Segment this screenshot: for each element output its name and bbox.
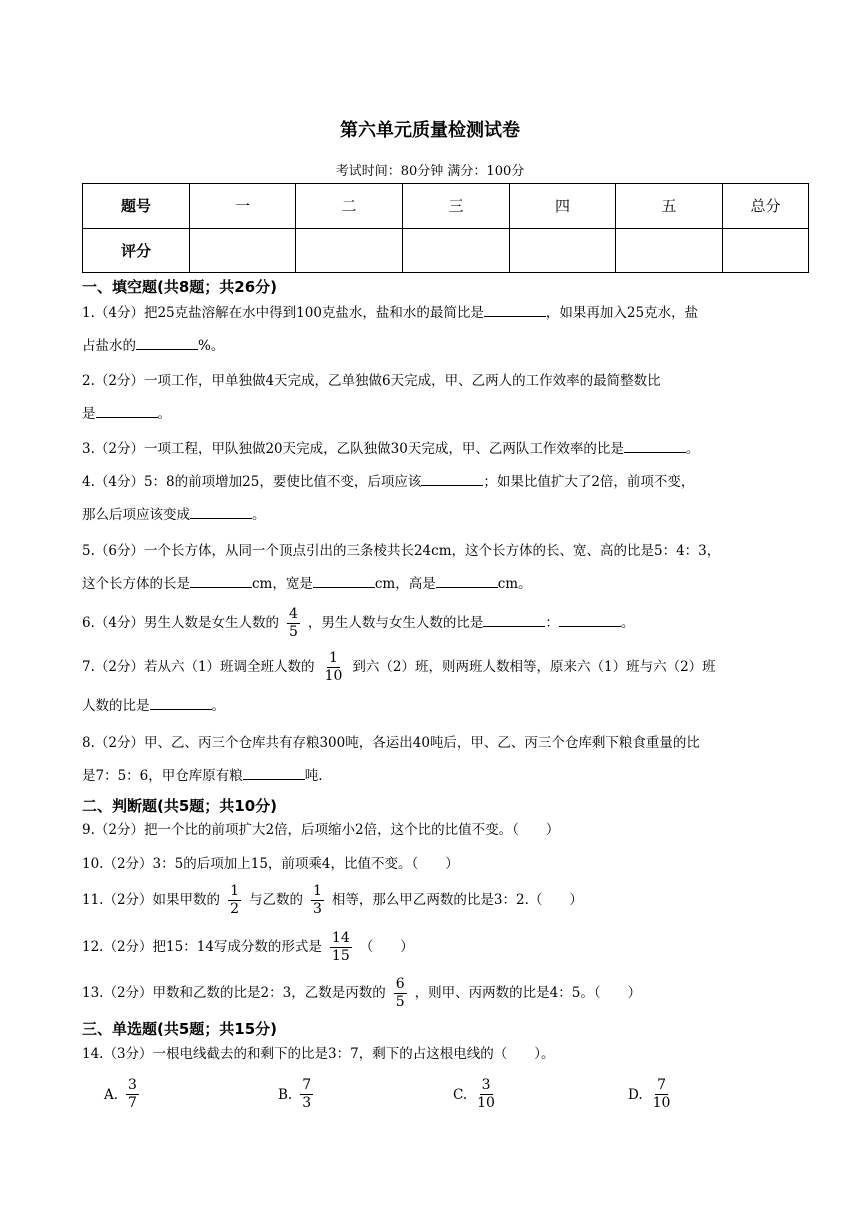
answer-blank[interactable] [436, 573, 498, 588]
answer-blank[interactable] [96, 403, 158, 418]
question-13: 13.（2分）甲数和乙数的比是2：3，乙数是丙数的 $\frac{6}{5}$ ，则甲、丙两数的比是4：5。（ ） [82, 976, 642, 1010]
answer-blank[interactable] [484, 302, 546, 317]
section-heading-choice: 三、单选题(共5题；共15分) [82, 1020, 278, 1038]
answer-blank[interactable] [190, 573, 252, 588]
score-input-cell[interactable] [190, 228, 296, 273]
answer-blank[interactable] [559, 612, 621, 627]
question-14: 14.（3分）一根电线截去的和剩下的比是3：7，剩下的占这根电线的（ ）。 [82, 1046, 555, 1062]
answer-blank[interactable] [421, 471, 483, 486]
question-1: 1.（4分）把25克盐溶解在水中得到100克盐水，盐和水的最简比是 ，如果再加入25克水，盐 占盐水的 %。 [82, 297, 814, 363]
score-table-score-row [83, 228, 809, 273]
fraction: $\frac{6}{5}$ [395, 976, 405, 1010]
option-b[interactable]: B. $\frac{7}{3}$ [278, 1077, 312, 1111]
fraction: $\frac{4}{5}$ [288, 606, 298, 640]
fraction: $\frac{1}{3}$ [312, 883, 322, 917]
fraction: $\frac{1}{10}$ [324, 650, 343, 684]
score-cell: 五 [616, 184, 723, 229]
fraction: $\frac{14}{15}$ [331, 930, 350, 964]
answer-blank[interactable] [313, 573, 375, 588]
question-7-cont: 人数的比是 。 [82, 690, 814, 723]
question-9: 9.（2分）把一个比的前项扩大2倍，后项缩小2倍，这个比的比值不变。（ ） [82, 822, 560, 838]
option-a[interactable]: A. $\frac{3}{7}$ [104, 1077, 137, 1111]
score-table [82, 183, 809, 273]
fraction: $\frac{1}{2}$ [230, 883, 239, 917]
question-10: 10.（2分）3：5的后项加上15，前项乘4，比值不变。（ ） [82, 856, 459, 872]
question-2: 2.（2分）一项工作，甲单独做4天完成，乙单独做6天完成，甲、乙两人的工作效率的最简整数比 是 。 [82, 373, 661, 422]
question-5: 5.（6分）一个长方体，从同一个顶点引出的三条棱共长24cm，这个长方体的长、宽、高的比是5：4：3， 这个长方体的长是 cm，宽是 cm，高是 cm。 [82, 543, 721, 592]
score-input-cell[interactable] [616, 228, 723, 273]
question-12: 12.（2分）把15：14写成分数的形式是 $\frac{14}{15}$ （ ） [82, 930, 414, 964]
question-3: 3.（2分）一项工程，甲队独做20天完成，乙队独做30天完成，甲、乙两队工作效率的比是 。 [82, 433, 814, 466]
question-4: 4.（4分）5：8的前项增加25，要使比值不变，后项应该 ；如果比值扩大了2倍，前项不变， 那么后项应该变成 。 [82, 466, 814, 532]
answer-blank[interactable] [624, 438, 686, 453]
score-cell: 三 [403, 184, 510, 229]
option-d[interactable]: D. $\frac{7}{10}$ [628, 1077, 671, 1111]
question-8: 8.（2分）甲、乙、丙三个仓库共有存粮300吨，各运出40吨后，甲、乙、丙三个仓库剩下粮食重量的比 是7：5：6，甲仓库原有粮 吨. [82, 735, 700, 784]
exam-meta: 考试时间：80分钟 满分：100分 [335, 164, 525, 179]
fraction: $\frac{3}{10}$ [477, 1077, 495, 1111]
page-title: 第六单元质量检测试卷 [340, 120, 520, 141]
score-table-header-row [83, 184, 809, 229]
answer-blank[interactable] [243, 765, 305, 780]
answer-blank[interactable] [190, 504, 252, 519]
question-6: 6.（4分）男生人数是女生人数的 $\frac{4}{5}$ ，男生人数与女生人数的比是 ： 。 [82, 606, 635, 640]
option-c[interactable]: C. $\frac{3}{10}$ [453, 1077, 495, 1111]
score-input-cell[interactable] [296, 228, 403, 273]
score-cell: 总分 [723, 184, 809, 229]
fraction: $\frac{7}{10}$ [652, 1077, 671, 1111]
score-cell: 二 [296, 184, 403, 229]
score-input-cell[interactable] [723, 228, 809, 273]
section-heading-judge: 二、判断题(共5题；共10分) [82, 797, 278, 815]
section-heading-fill: 一、填空题(共8题；共26分) [82, 278, 278, 296]
score-cell: 题号 [83, 184, 190, 229]
score-cell: 四 [510, 184, 616, 229]
question-11: 11.（2分）如果甲数的 $\frac{1}{2}$ 与乙数的 $\frac{1}{3}$ 相等，那么甲乙两数的比是3：2.（ ） [82, 883, 583, 917]
answer-blank[interactable] [150, 695, 212, 710]
fraction: $\frac{7}{3}$ [302, 1077, 312, 1111]
answer-blank[interactable] [136, 335, 198, 350]
score-input-cell[interactable] [403, 228, 510, 273]
question-7: 7.（2分）若从六（1）班调全班人数的 $\frac{1}{10}$ 到六（2）班，则两班人数相等，原来六（1）班与六（2）班 [82, 650, 716, 684]
score-cell: 一 [190, 184, 296, 229]
answer-blank[interactable] [483, 612, 545, 627]
fraction: $\frac{3}{7}$ [128, 1077, 137, 1111]
score-input-cell[interactable] [510, 228, 616, 273]
score-row-label: 评分 [83, 228, 190, 273]
